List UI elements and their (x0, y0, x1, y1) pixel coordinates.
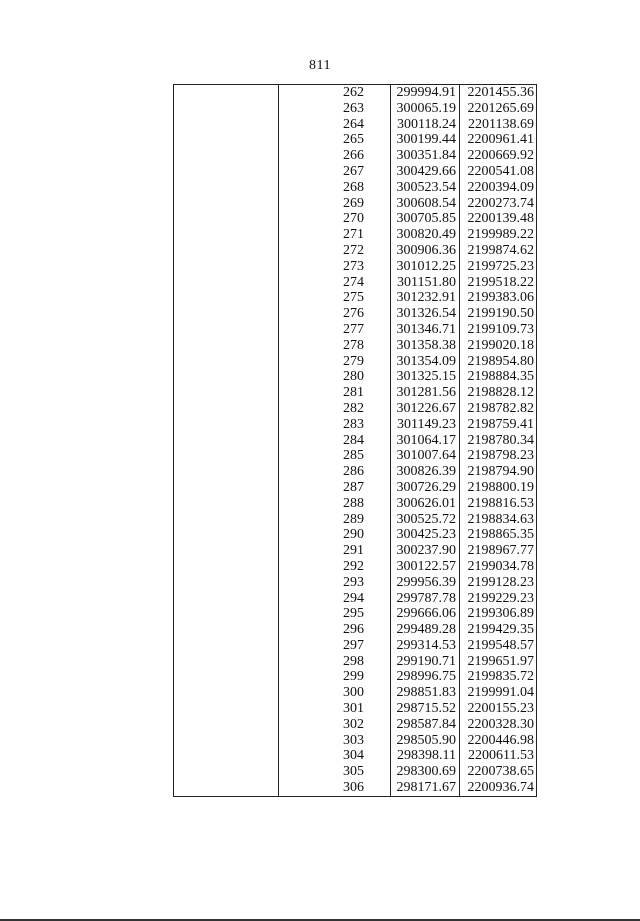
blank-cell (174, 369, 279, 385)
y-coordinate-cell: 2200669.92 (460, 148, 537, 164)
point-number-cell: 305 (343, 764, 364, 780)
x-coordinate-cell: 301012.25 (391, 259, 460, 275)
y-coordinate-cell: 2198759.41 (460, 417, 537, 433)
point-number-cell: 289 (343, 511, 364, 527)
y-coordinate-cell: 2200394.09 (460, 180, 537, 196)
point-number-cell: 292 (343, 558, 364, 574)
table-row (174, 527, 537, 543)
blank-cell (174, 290, 279, 306)
x-coordinate-cell: 299994.91 (391, 85, 460, 101)
y-coordinate-cell: 2200155.23 (460, 701, 537, 717)
point-number-cell: 286 (343, 464, 364, 480)
table-row (174, 669, 537, 685)
point-number-cell: 262 (279, 85, 391, 101)
point-number-cell: 301 (343, 701, 364, 717)
x-coordinate-cell: 298398.11 (391, 748, 460, 764)
table-row (174, 148, 537, 164)
y-coordinate-cell: 2199651.97 (460, 654, 537, 670)
y-coordinate-cell: 2199835.72 (460, 669, 537, 685)
blank-cell (174, 543, 279, 559)
table-row (174, 748, 537, 764)
y-coordinate-cell: 2201265.69 (460, 101, 537, 117)
y-coordinate-cell: 2201455.36 (460, 85, 537, 101)
x-coordinate-cell: 301325.15 (391, 369, 460, 385)
table-row (174, 701, 537, 717)
x-coordinate-cell: 298715.52 (391, 701, 460, 717)
y-coordinate-cell: 2199991.04 (460, 685, 537, 701)
y-coordinate-cell: 2200611.53 (460, 748, 537, 764)
point-number-cell: 280 (343, 369, 364, 385)
point-number-cell: 268 (343, 179, 364, 195)
table-row (174, 638, 537, 654)
point-number-cell: 303 (343, 732, 364, 748)
x-coordinate-cell: 299666.06 (391, 606, 460, 622)
y-coordinate-cell: 2199306.89 (460, 606, 537, 622)
point-number-cell: 273 (343, 258, 364, 274)
x-coordinate-cell: 301064.17 (391, 433, 460, 449)
point-number-cell: 283 (343, 416, 364, 432)
blank-cell (174, 306, 279, 322)
x-coordinate-cell: 298505.90 (391, 733, 460, 749)
y-coordinate-cell: 2200328.30 (460, 717, 537, 733)
table-row (174, 354, 537, 370)
table-row (174, 322, 537, 338)
table-row (174, 464, 537, 480)
x-coordinate-cell: 300429.66 (391, 164, 460, 180)
x-coordinate-cell: 300705.85 (391, 211, 460, 227)
x-coordinate-cell: 298996.75 (391, 669, 460, 685)
blank-cell (174, 780, 279, 796)
y-coordinate-cell: 2199229.23 (460, 591, 537, 607)
point-number-cell: 291 (343, 543, 364, 559)
y-coordinate-cell: 2200273.74 (460, 196, 537, 212)
blank-cell (174, 496, 279, 512)
table-row (174, 227, 537, 243)
blank-cell (174, 433, 279, 449)
table-row (174, 480, 537, 496)
y-coordinate-cell: 2199190.50 (460, 306, 537, 322)
y-coordinate-cell: 2200936.74 (460, 780, 537, 796)
table-row (174, 290, 537, 306)
blank-cell (174, 354, 279, 370)
blank-cell (174, 117, 279, 133)
blank-cell (174, 417, 279, 433)
point-number-cell: 295 (343, 606, 364, 622)
table-row (174, 243, 537, 259)
blank-cell (174, 480, 279, 496)
table-row (174, 369, 537, 385)
table-row (174, 606, 537, 622)
x-coordinate-cell: 301232.91 (391, 290, 460, 306)
point-number-cell: 271 (343, 227, 364, 243)
point-number-cell: 288 (343, 495, 364, 511)
x-coordinate-cell: 300608.54 (391, 196, 460, 212)
point-number-cell: 293 (343, 574, 364, 590)
blank-cell (174, 148, 279, 164)
y-coordinate-cell: 2200961.41 (460, 132, 537, 148)
x-coordinate-cell: 300820.49 (391, 227, 460, 243)
point-number-cell: 294 (343, 590, 364, 606)
table-row (174, 575, 537, 591)
y-coordinate-cell: 2198816.53 (460, 496, 537, 512)
table-row (174, 780, 537, 796)
x-coordinate-cell: 301226.67 (391, 401, 460, 417)
blank-cell (174, 338, 279, 354)
y-coordinate-cell: 2198967.77 (460, 543, 537, 559)
point-number-cell: 269 (343, 195, 364, 211)
y-coordinate-cell: 2198828.12 (460, 385, 537, 401)
y-coordinate-cell: 2199109.73 (460, 322, 537, 338)
blank-cell (174, 701, 279, 717)
table-row (174, 85, 537, 101)
point-number-cell: 299 (343, 669, 364, 685)
coordinate-table (173, 84, 537, 797)
table-row (174, 306, 537, 322)
table-row (174, 717, 537, 733)
table-row (174, 164, 537, 180)
point-number-cell: 281 (343, 385, 364, 401)
blank-cell (174, 733, 279, 749)
table-row (174, 196, 537, 212)
blank-cell (174, 211, 279, 227)
blank-cell (174, 275, 279, 291)
x-coordinate-cell: 300237.90 (391, 543, 460, 559)
y-coordinate-cell: 2199034.78 (460, 559, 537, 575)
table-row (174, 385, 537, 401)
point-number-cell: 304 (343, 748, 364, 764)
blank-cell (174, 606, 279, 622)
point-number-cell: 284 (343, 432, 364, 448)
y-coordinate-cell: 2198782.82 (460, 401, 537, 417)
x-coordinate-cell: 298171.67 (391, 780, 460, 796)
point-number-cell: 300 (343, 685, 364, 701)
blank-cell (174, 243, 279, 259)
point-number-cell: 266 (343, 148, 364, 164)
point-number-cell: 275 (343, 290, 364, 306)
blank-cell (174, 717, 279, 733)
table-row (174, 338, 537, 354)
coordinate-table-body (174, 85, 537, 797)
blank-cell (174, 401, 279, 417)
table-row (174, 433, 537, 449)
point-number-cell: 267 (343, 163, 364, 179)
blank-cell (174, 85, 279, 101)
point-number-cell: 297 (343, 637, 364, 653)
y-coordinate-cell: 2199548.57 (460, 638, 537, 654)
blank-cell (174, 464, 279, 480)
table-row (174, 275, 537, 291)
x-coordinate-cell: 299489.28 (391, 622, 460, 638)
x-coordinate-cell: 300523.54 (391, 180, 460, 196)
y-coordinate-cell: 2199518.22 (460, 275, 537, 291)
table-row (174, 101, 537, 117)
y-coordinate-cell: 2198798.23 (460, 448, 537, 464)
y-coordinate-cell: 2199725.23 (460, 259, 537, 275)
blank-cell (174, 322, 279, 338)
y-coordinate-cell: 2200139.48 (460, 211, 537, 227)
point-number-cell: 302 (343, 716, 364, 732)
blank-cell (174, 622, 279, 638)
blank-cell (174, 669, 279, 685)
table-row (174, 448, 537, 464)
x-coordinate-cell: 300065.19 (391, 101, 460, 117)
x-coordinate-cell: 299956.39 (391, 575, 460, 591)
blank-cell (174, 196, 279, 212)
table-row (174, 117, 537, 133)
y-coordinate-cell: 2198780.34 (460, 433, 537, 449)
table-row (174, 685, 537, 701)
point-number-cell: 264 (343, 116, 364, 132)
point-number-cell: 282 (343, 400, 364, 416)
point-number-cell: 272 (343, 242, 364, 258)
x-coordinate-cell: 298300.69 (391, 764, 460, 780)
blank-cell (174, 512, 279, 528)
blank-cell (174, 259, 279, 275)
blank-cell (174, 527, 279, 543)
blank-cell (174, 164, 279, 180)
x-coordinate-cell: 300351.84 (391, 148, 460, 164)
y-coordinate-cell: 2201138.69 (460, 117, 537, 133)
x-coordinate-cell: 301281.56 (391, 385, 460, 401)
point-number-cell: 277 (343, 321, 364, 337)
y-coordinate-cell: 2200738.65 (460, 764, 537, 780)
blank-cell (174, 385, 279, 401)
y-coordinate-cell: 2198884.35 (460, 369, 537, 385)
blank-cell (174, 685, 279, 701)
page-number: 811 (309, 58, 331, 73)
x-coordinate-cell: 300425.23 (391, 527, 460, 543)
table-row (174, 733, 537, 749)
y-coordinate-cell: 2199989.22 (460, 227, 537, 243)
point-number-cell: 287 (343, 479, 364, 495)
table-row (174, 496, 537, 512)
y-coordinate-cell: 2198834.63 (460, 512, 537, 528)
blank-cell (174, 448, 279, 464)
y-coordinate-cell: 2199128.23 (460, 575, 537, 591)
table-row (174, 259, 537, 275)
x-coordinate-cell: 301326.54 (391, 306, 460, 322)
blank-cell (174, 591, 279, 607)
table-row (174, 211, 537, 227)
y-coordinate-cell: 2199383.06 (460, 290, 537, 306)
point-number-cell: 263 (343, 100, 364, 116)
table-row (174, 512, 537, 528)
y-coordinate-cell: 2199020.18 (460, 338, 537, 354)
x-coordinate-cell: 300199.44 (391, 132, 460, 148)
point-number-cell: 270 (343, 211, 364, 227)
y-coordinate-cell: 2198865.35 (460, 527, 537, 543)
x-coordinate-cell: 299787.78 (391, 591, 460, 607)
table-row (174, 401, 537, 417)
y-coordinate-cell: 2199429.35 (460, 622, 537, 638)
blank-cell (174, 748, 279, 764)
blank-cell (174, 638, 279, 654)
x-coordinate-cell: 300906.36 (391, 243, 460, 259)
x-coordinate-cell: 300726.29 (391, 480, 460, 496)
point-number-cell: 276 (343, 306, 364, 322)
blank-cell (174, 764, 279, 780)
x-coordinate-cell: 301358.38 (391, 338, 460, 354)
x-coordinate-cell: 299190.71 (391, 654, 460, 670)
x-coordinate-cell: 301149.23 (391, 417, 460, 433)
y-coordinate-cell: 2200446.98 (460, 733, 537, 749)
table-row (174, 132, 537, 148)
point-number-cell: 296 (343, 622, 364, 638)
blank-cell (174, 227, 279, 243)
table-row (174, 591, 537, 607)
y-coordinate-cell: 2198954.80 (460, 354, 537, 370)
blank-cell (174, 132, 279, 148)
blank-cell (174, 180, 279, 196)
table-row (174, 559, 537, 575)
blank-cell (174, 101, 279, 117)
x-coordinate-cell: 301151.80 (391, 275, 460, 291)
table-row (174, 417, 537, 433)
x-coordinate-cell: 300826.39 (391, 464, 460, 480)
x-coordinate-cell: 299314.53 (391, 638, 460, 654)
point-number-cell: 265 (343, 132, 364, 148)
y-coordinate-cell: 2199874.62 (460, 243, 537, 259)
point-number-cell: 285 (343, 448, 364, 464)
x-coordinate-cell: 300118.24 (391, 117, 460, 133)
x-coordinate-cell: 301007.64 (391, 448, 460, 464)
y-coordinate-cell: 2198800.19 (460, 480, 537, 496)
blank-cell (174, 575, 279, 591)
point-number-cell: 278 (343, 337, 364, 353)
table-row (174, 180, 537, 196)
table-row (174, 654, 537, 670)
blank-cell (174, 559, 279, 575)
point-number-cell: 306 (279, 780, 391, 796)
point-number-cell: 279 (343, 353, 364, 369)
x-coordinate-cell: 300122.57 (391, 559, 460, 575)
x-coordinate-cell: 298587.84 (391, 717, 460, 733)
x-coordinate-cell: 300525.72 (391, 512, 460, 528)
y-coordinate-cell: 2198794.90 (460, 464, 537, 480)
table-row (174, 764, 537, 780)
point-number-cell: 274 (343, 274, 364, 290)
table-row (174, 543, 537, 559)
point-number-cell: 298 (343, 653, 364, 669)
x-coordinate-cell: 300626.01 (391, 496, 460, 512)
x-coordinate-cell: 301346.71 (391, 322, 460, 338)
y-coordinate-cell: 2200541.08 (460, 164, 537, 180)
x-coordinate-cell: 301354.09 (391, 354, 460, 370)
blank-cell (174, 654, 279, 670)
x-coordinate-cell: 298851.83 (391, 685, 460, 701)
table-row (174, 622, 537, 638)
point-number-cell: 290 (343, 527, 364, 543)
